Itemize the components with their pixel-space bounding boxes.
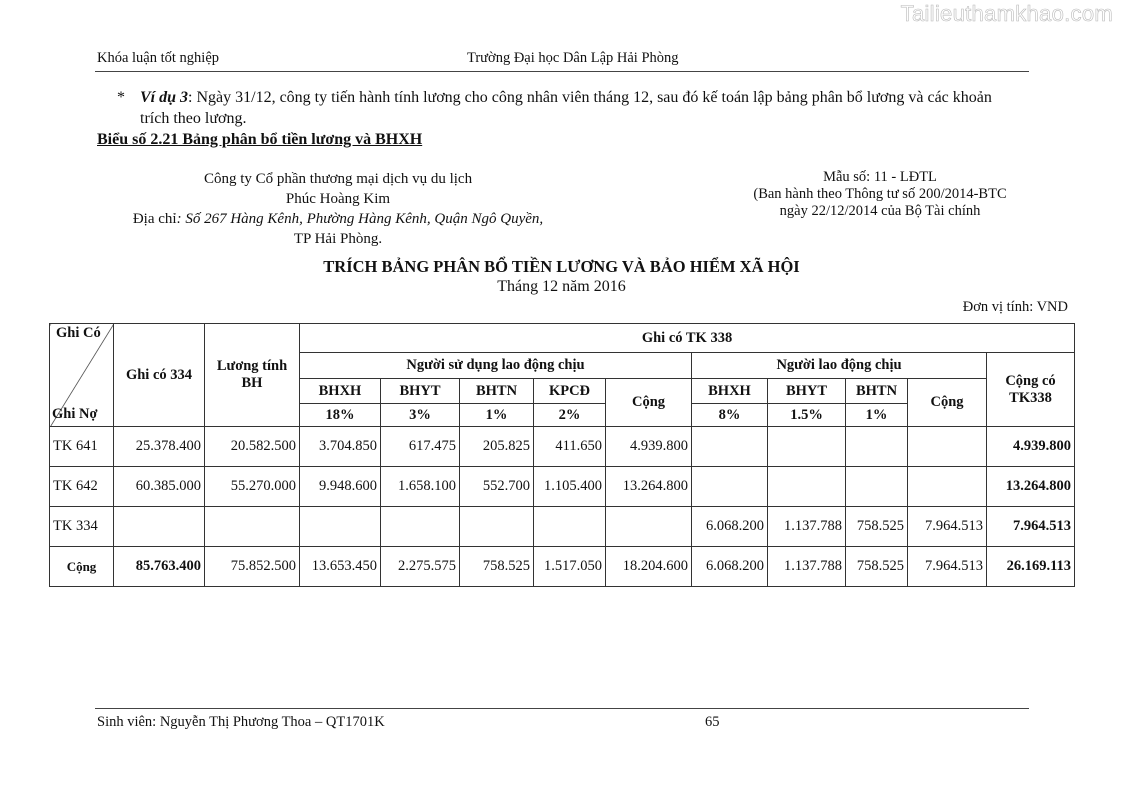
intro-bullet: * — [117, 89, 125, 106]
corner-credit-label: Ghi Có — [56, 325, 101, 341]
cell-insured-salary: 75.852.500 — [205, 547, 300, 587]
cell-employee-bhyt: 1.137.788 — [768, 547, 846, 587]
cell-credit-334 — [114, 507, 205, 547]
group-header-338: Ghi có TK 338 — [300, 324, 1075, 353]
cell-insured-salary: 55.270.000 — [205, 467, 300, 507]
allocation-table — [49, 323, 1075, 587]
watermark-text: Tailieuthamkhao.com — [900, 1, 1113, 26]
col-header-employee-total: Cộng — [908, 379, 987, 427]
cell-total-338: 7.964.513 — [987, 507, 1075, 547]
intro-text: : Ngày 31/12, công ty tiến hành tính lương cho công nhân viên tháng 12, sau đó kế toán lập bảng phân bổ lương và các khoản trích theo lương. — [140, 89, 992, 127]
rate-employee-bhxh: 8% — [692, 404, 768, 427]
cell-account: TK 642 — [50, 467, 114, 507]
col-header-employer-total: Cộng — [606, 379, 692, 427]
rate-employee-bhtn: 1% — [846, 404, 908, 427]
col-header-total-338: Cộng có TK338 — [987, 353, 1075, 427]
cell-employer-total: 13.264.800 — [606, 467, 692, 507]
corner-debit-label: Ghi Nợ — [52, 406, 98, 422]
company-address — [90, 209, 586, 229]
cell-account: Cộng — [50, 547, 114, 587]
col-header-employee-bhxh: BHXH — [692, 379, 768, 404]
table-row — [50, 507, 1075, 547]
cell-employee-bhxh: 6.068.200 — [692, 507, 768, 547]
cell-employer-kpcd — [534, 507, 606, 547]
cell-employee-bhxh: 6.068.200 — [692, 547, 768, 587]
form-info-block — [715, 169, 1045, 220]
cell-employer-bhyt: 2.275.575 — [381, 547, 460, 587]
footer-student: Sinh viên: Nguyễn Thị Phương Thoa – QT1701K — [97, 714, 385, 730]
corner-header — [50, 324, 114, 427]
address-label: Địa chỉ — [132, 211, 177, 227]
col-header-employer-kpcd: KPCĐ — [534, 379, 606, 404]
cell-employer-kpcd: 1.517.050 — [534, 547, 606, 587]
cell-employee-bhyt — [768, 467, 846, 507]
cell-employer-total: 4.939.800 — [606, 427, 692, 467]
intro-paragraph — [117, 87, 1017, 129]
cell-credit-334: 85.763.400 — [114, 547, 205, 587]
cell-employee-total: 7.964.513 — [908, 547, 987, 587]
cell-employee-total — [908, 467, 987, 507]
col-header-employer-bhxh: BHXH — [300, 379, 381, 404]
company-name-line1: Công ty Cổ phần thương mại dịch vụ du lịch — [203, 171, 473, 187]
cell-employer-kpcd: 1.105.400 — [534, 467, 606, 507]
rate-employee-bhyt: 1.5% — [768, 404, 846, 427]
table-row — [50, 427, 1075, 467]
rate-employer-bhyt: 3% — [381, 404, 460, 427]
form-number: Mẫu số: 11 - LĐTL — [823, 169, 937, 185]
cell-employer-bhxh: 13.653.450 — [300, 547, 381, 587]
cell-employee-bhyt — [768, 427, 846, 467]
rate-employer-kpcd: 2% — [534, 404, 606, 427]
table-total-row — [50, 547, 1075, 587]
col-header-employer-bhyt: BHYT — [381, 379, 460, 404]
cell-employer-bhyt: 1.658.100 — [381, 467, 460, 507]
cell-employee-bhyt: 1.137.788 — [768, 507, 846, 547]
header-university: Trường Đại học Dân Lập Hải Phòng — [467, 50, 679, 66]
cell-employer-bhxh — [300, 507, 381, 547]
cell-employee-total — [908, 427, 987, 467]
report-title: TRÍCH BẢNG PHÂN BỔ TIỀN LƯƠNG VÀ BẢO HIỂM XÃ HỘI — [323, 257, 800, 276]
intro-body — [140, 87, 1017, 129]
header-divider — [95, 71, 1029, 72]
company-block — [90, 169, 586, 249]
cell-employer-bhxh: 3.704.850 — [300, 427, 381, 467]
company-name-line2: Phúc Hoàng Kim — [285, 191, 391, 207]
col-header-employer-bhtn: BHTN — [460, 379, 534, 404]
cell-employer-bhtn: 552.700 — [460, 467, 534, 507]
cell-employer-total: 18.204.600 — [606, 547, 692, 587]
cell-employee-bhtn: 758.525 — [846, 507, 908, 547]
cell-credit-334: 25.378.400 — [114, 427, 205, 467]
cell-employee-bhtn: 758.525 — [846, 547, 908, 587]
table-row — [50, 467, 1075, 507]
form-date: ngày 22/12/2014 của Bộ Tài chính — [779, 203, 981, 219]
col-header-insured-salary: Lương tính BH — [205, 324, 300, 427]
header-row-1 — [50, 324, 1075, 353]
col-header-employee-bhyt: BHYT — [768, 379, 846, 404]
cell-account: TK 334 — [50, 507, 114, 547]
cell-employer-bhtn: 205.825 — [460, 427, 534, 467]
cell-employee-total: 7.964.513 — [908, 507, 987, 547]
table-caption: Biểu số 2.21 Bảng phân bổ tiền lương và BHXH — [97, 131, 423, 148]
cell-total-338: 26.169.113 — [987, 547, 1075, 587]
cell-employee-bhxh — [692, 427, 768, 467]
cell-employee-bhtn — [846, 467, 908, 507]
cell-total-338: 4.939.800 — [987, 427, 1075, 467]
footer-divider — [95, 708, 1029, 709]
group-header-employee: Người lao động chịu — [692, 353, 987, 379]
cell-employer-bhyt: 617.475 — [381, 427, 460, 467]
cell-employer-bhyt — [381, 507, 460, 547]
cell-employer-bhtn — [460, 507, 534, 547]
cell-employer-bhxh: 9.948.600 — [300, 467, 381, 507]
cell-insured-salary — [205, 507, 300, 547]
cell-employer-total — [606, 507, 692, 547]
col-header-employee-bhtn: BHTN — [846, 379, 908, 404]
cell-account: TK 641 — [50, 427, 114, 467]
col-header-334: Ghi có 334 — [114, 324, 205, 427]
rate-employer-bhxh: 18% — [300, 404, 381, 427]
cell-employer-bhtn: 758.525 — [460, 547, 534, 587]
rate-employer-bhtn: 1% — [460, 404, 534, 427]
cell-employee-bhtn — [846, 427, 908, 467]
page-number: 65 — [705, 714, 720, 730]
unit-label: Đơn vị tính: VND — [962, 299, 1068, 315]
report-subtitle: Tháng 12 năm 2016 — [497, 278, 626, 295]
cell-credit-334: 60.385.000 — [114, 467, 205, 507]
address-text: : Số 267 Hàng Kênh, Phường Hàng Kênh, Quận Ngô Quyền, — [176, 211, 544, 227]
cell-total-338: 13.264.800 — [987, 467, 1075, 507]
cell-employee-bhxh — [692, 467, 768, 507]
form-regulation: (Ban hành theo Thông tư số 200/2014-BTC — [753, 186, 1007, 202]
company-city: TP Hải Phòng. — [293, 231, 383, 247]
cell-insured-salary: 20.582.500 — [205, 427, 300, 467]
group-header-employer: Người sử dụng lao động chịu — [300, 353, 692, 379]
cell-employer-kpcd: 411.650 — [534, 427, 606, 467]
header-thesis-label: Khóa luận tốt nghiệp — [97, 50, 220, 66]
intro-lead: Ví dụ 3 — [140, 89, 189, 106]
